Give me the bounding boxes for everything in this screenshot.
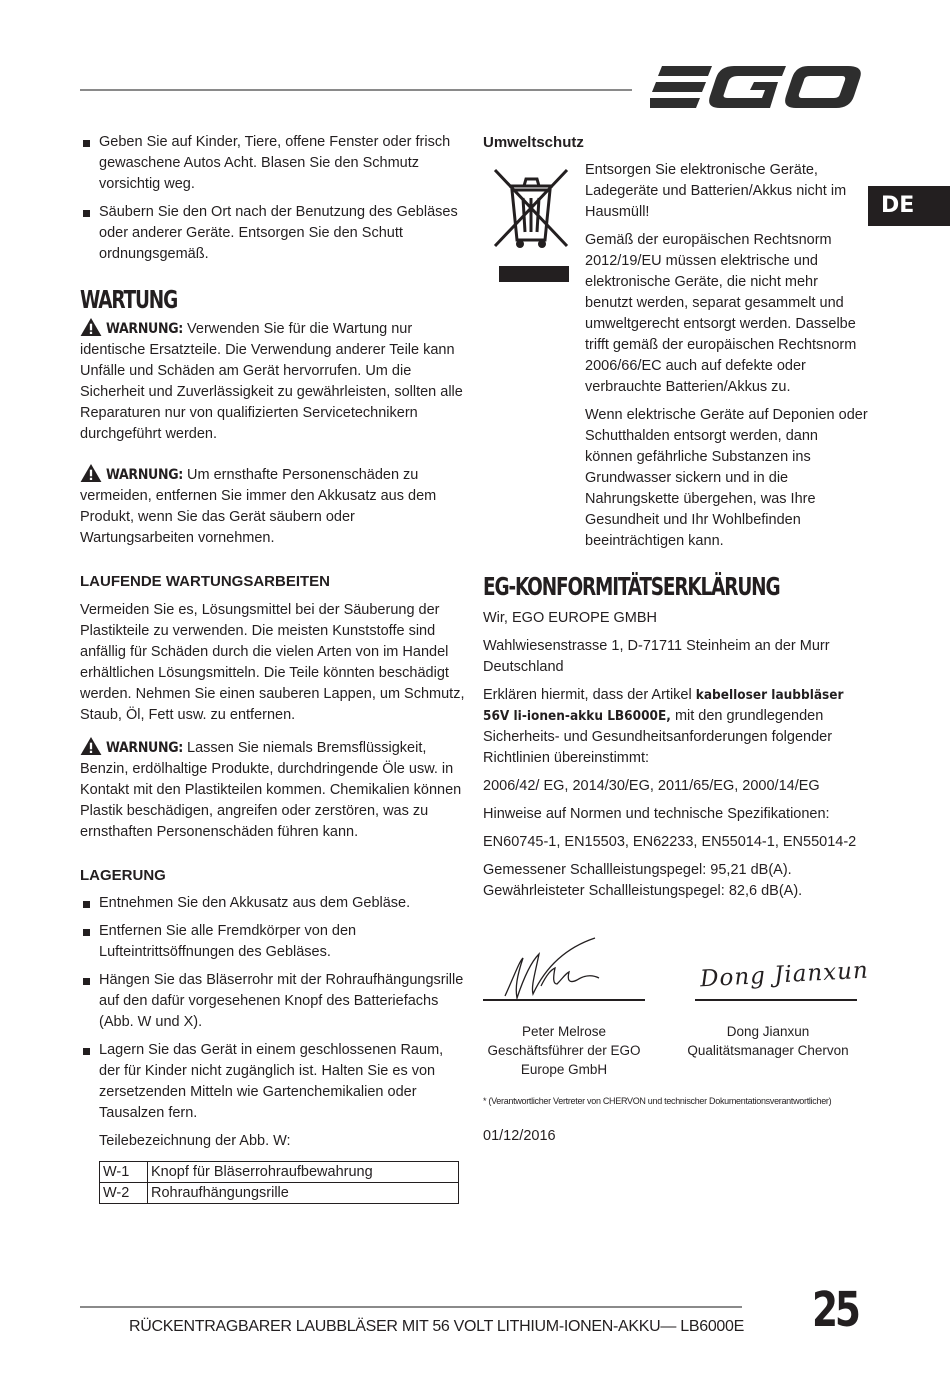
warning-paragraph-1 <box>80 318 465 445</box>
wartung-heading: WARTUNG <box>80 285 178 314</box>
list-item: Säubern Sie den Ort nach der Benutzung des Gebläses oder anderer Geräte. Entsorgen Sie den Schutt ordnungsgemäß. <box>80 202 465 265</box>
eg-sound-measured: Gemessener Schallleistungspegel: 95,21 dB(A). <box>483 862 792 878</box>
table-row <box>100 1183 459 1204</box>
eg-text: mit den grundlegenden Sicherheits- und Gesundheitsanforderungen folgender Richtlinien übereinstimmt: <box>483 708 833 766</box>
signatory-role: Geschäftsführer der EGO <box>487 1043 641 1058</box>
eg-standards: EN60745-1, EN15503, EN62233, EN55014-1, EN55014-2 <box>483 834 857 850</box>
lagerung-heading: LAGERUNG <box>80 867 166 884</box>
eg-paragraph-2: Wahlwiesenstrasse 1, D-71711 Steinheim an der Murr Deutschland <box>483 638 830 675</box>
footnote: * (Verantwortlicher Vertreter von CHERVON und technischer Dokumentationsverantwortlicher) <box>483 1096 832 1106</box>
warning-text: Verwenden Sie für die Wartung nur identische Ersatzteile. Die Verwendung anderer Teile kann Unfälle und Schäden am Gerät hervorrufen. Um die Sicherheit und Zuverlässigkeit zu gewährleisten, sollten alle Reparaturen nur von qualifizierten Servicetechnikern durchgeführt werden. <box>80 321 463 442</box>
parts-table <box>99 1161 459 1204</box>
laufende-heading: LAUFENDE WARTUNGSARBEITEN <box>80 573 330 590</box>
umweltschutz-heading: Umweltschutz <box>483 134 584 151</box>
warning-paragraph-3 <box>80 737 465 843</box>
eg-sound-guaranteed: Gewährleisteter Schallleistungspegel: 82,6 dB(A). <box>483 883 803 899</box>
warning-label: WARNUNG: <box>106 321 183 337</box>
umwelt-paragraph-2: Gemäß der europäischen Rechtsnorm 2012/19/EU müssen elektrische und elektronische Geräte, die nicht mehr benutzt werden, separat gesammelt und umweltgerecht entsorgt werden. Dasselbe trifft gemäß der europäischen Rechtsnorm 2006/66/EC auch auf defekte oder verbrauchte Batterien/Akkus zu. <box>585 232 857 395</box>
list-item: Entfernen Sie alle Fremdkörper von den Lufteintrittsöffnungen des Gebläses. <box>80 921 465 963</box>
lagerung-bullet-list <box>80 893 465 1124</box>
table-cell: W-2 <box>100 1183 148 1204</box>
list-item: Geben Sie auf Kinder, Tiere, offene Fenster oder frisch gewaschene Autos Acht. Blasen Sie den Schmutz vorsichtig weg. <box>80 132 465 195</box>
warning-triangle-icon <box>80 318 102 336</box>
declaration-date: 01/12/2016 <box>483 1128 556 1144</box>
language-tab: DE <box>868 186 950 226</box>
table-cell: Knopf für Bläserrohraufbewahrung <box>148 1162 459 1183</box>
right-column <box>483 132 868 902</box>
page-number: 25 <box>812 1282 858 1338</box>
eg-heading: EG-KONFORMITÄTSERKLÄRUNG <box>483 572 780 601</box>
signature-peter-melrose <box>495 934 615 1004</box>
crossed-bin-icon <box>487 160 577 286</box>
list-item: Entnehmen Sie den Akkusatz aus dem Gebläse. <box>80 893 465 914</box>
signatory-left <box>483 1022 645 1079</box>
signature-line-right <box>695 999 857 1001</box>
intro-bullet-list <box>80 132 465 265</box>
warning-text: Um ernsthafte Personenschäden zu vermeiden, entfernen Sie immer den Akkusatz aus dem Produkt, wenn Sie das Gerät säubern oder Wartungsarbeiten vornehmen. <box>80 467 437 546</box>
umweltschutz-text <box>577 160 868 552</box>
ego-logo <box>650 64 862 112</box>
eg-paragraph-5: Hinweise auf Normen und technische Spezifikationen: <box>483 806 830 822</box>
warning-text: Lassen Sie niemals Bremsflüssigkeit, Benzin, erdölhaltige Produkte, durchdringende Öle usw. in Kontakt mit den Plastikteilen kommen. Chemikalien können Plastik beschädigen, angreifen oder zerstören, was zu ernsthaften Personenschäden führen kann. <box>80 740 462 840</box>
list-item: Hängen Sie das Bläserrohr mit der Rohraufhängungsrille auf den dafür vorgesehenen Knopf des Batteriefachs (Abb. W und X). <box>80 970 465 1033</box>
table-cell: Rohraufhängungsrille <box>148 1183 459 1204</box>
laufende-paragraph: Vermeiden Sie es, Lösungsmittel bei der Säuberung der Plastikteile zu verwenden. Die meisten Kunststoffe sind anfällig für Schäden durch die vielen Arten von im Handel erhältlichen Lösungsmitteln. Die Teile könnten beschädigt werden. Nehmen Sie einen sauberen Lappen, um Schmutz, Staub, Öl, Fett usw. zu entfernen. <box>80 602 465 723</box>
footer-rule <box>80 1306 742 1308</box>
umwelt-paragraph-3: Wenn elektrische Geräte auf Deponien oder Schutthalden entsorgt werden, dann können gefährliche Substanzen ins Grundwasser sickern und in die Nahrungskette übergehen, was Ihre Gesundheit und Ihr Wohlbefinden beeinträchtigen kann. <box>585 407 868 549</box>
umweltschutz-block <box>483 160 868 552</box>
list-item: Lagern Sie das Gerät in einem geschlossenen Raum, der für Kinder nicht zugänglich ist. Halten Sie es von zersetzenden Mitteln wie Gartenchemikalien oder Tausalzen fern. <box>80 1040 465 1124</box>
signature-dong-jianxun: Dong Jianxun <box>699 957 870 993</box>
signatory-name: Dong Jianxun <box>726 1024 810 1039</box>
signatory-name: Peter Melrose <box>521 1024 607 1039</box>
parts-caption: Teilebezeichnung der Abb. W: <box>99 1133 291 1149</box>
warning-triangle-icon <box>80 464 102 482</box>
signatory-role: Europe GmbH <box>520 1062 608 1077</box>
warning-paragraph-2 <box>80 464 465 549</box>
product-name: kabelloser laubbläser 56V li-ionen-akku LB6000E, <box>483 687 844 724</box>
signatory-right <box>683 1022 853 1060</box>
eg-paragraph-3 <box>483 685 868 769</box>
warning-label: WARNUNG: <box>106 467 183 483</box>
signature-line-left <box>483 999 645 1001</box>
header-rule <box>80 89 632 91</box>
signatory-role: Qualitätsmanager Chervon <box>687 1043 849 1058</box>
left-column <box>80 132 465 1204</box>
footer-title: RÜCKENTRAGBARER LAUBBLÄSER MIT 56 VOLT LITHIUM-IONEN-AKKU— LB6000E <box>128 1318 744 1335</box>
warning-label: WARNUNG: <box>106 740 183 756</box>
eg-paragraph-1: Wir, EGO EUROPE GMBH <box>483 610 658 626</box>
eg-text: Erklären hiermit, dass der Artikel <box>483 687 692 703</box>
warning-triangle-icon <box>80 737 102 755</box>
table-cell: W-1 <box>100 1162 148 1183</box>
eg-directives: 2006/42/ EG, 2014/30/EG, 2011/65/EG, 2000/14/EG <box>483 778 820 794</box>
umwelt-paragraph-1: Entsorgen Sie elektronische Geräte, Ladegeräte und Batterien/Akkus nicht im Hausmüll! <box>585 162 847 220</box>
table-row <box>100 1162 459 1183</box>
